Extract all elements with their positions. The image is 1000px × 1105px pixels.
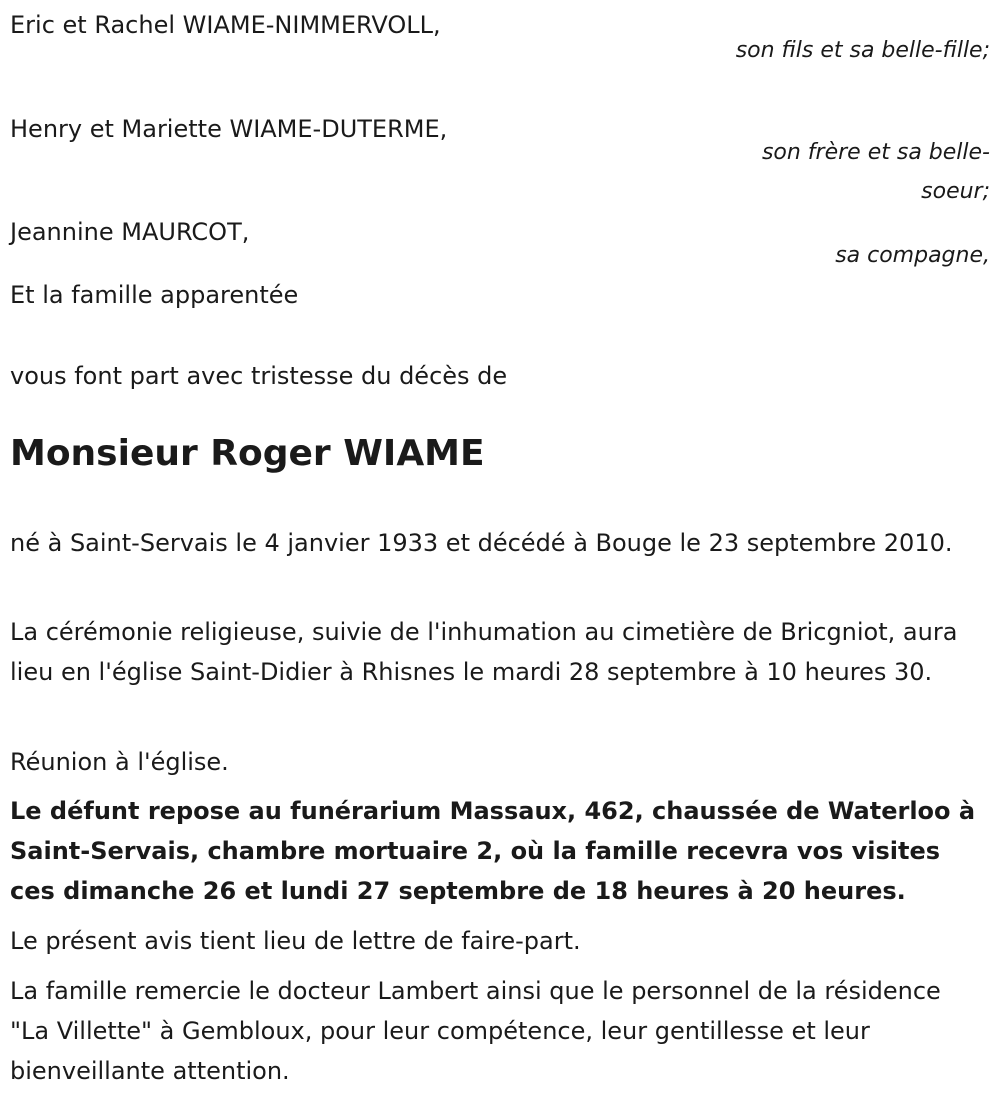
deceased-name: Monsieur Roger WIAME (10, 433, 485, 474)
family-member-relation: sa compagne, (835, 243, 990, 268)
thanks-paragraph: La famille remercie le docteur Lambert ainsi que le personnel de la résidence "La Villette" à Gembloux, pour leur compétence, leur gentillesse et leur bienveillante attention. (10, 977, 941, 1085)
visitation-paragraph: Le défunt repose au funérarium Massaux, 462, chaussée de Waterloo à Saint-Servais, chambre mortuaire 2, où la famille recevra vos visites ces dimanche 26 et lundi 27 septembre de 18 heures à 20 heures. (10, 797, 976, 905)
family-member-name: Jeannine MAURCOT, (10, 218, 250, 246)
family-member-name: Henry et Mariette WIAME-DUTERME, (10, 115, 448, 143)
family-member-relation: son frère et sa belle-soeur; (761, 140, 990, 204)
notice-paragraph: Le présent avis tient lieu de lettre de faire-part. (10, 927, 581, 955)
ceremony-paragraph: La cérémonie religieuse, suivie de l'inhumation au cimetière de Bricgniot, aura lieu en l'église Saint-Didier à Rhisnes le mardi 28 septembre à 10 heures 30. (10, 618, 958, 686)
family-member-name: Et la famille apparentée (10, 281, 299, 309)
intro-text: vous font part avec tristesse du décès de (10, 362, 508, 390)
birth-death-paragraph: né à Saint-Servais le 4 janvier 1933 et décédé à Bouge le 23 septembre 2010. (10, 529, 953, 557)
family-member-relation: son fils et sa belle-fille; (735, 38, 990, 63)
meeting-paragraph: Réunion à l'église. (10, 748, 229, 776)
family-member-name: Eric et Rachel WIAME-NIMMERVOLL, (10, 11, 441, 39)
